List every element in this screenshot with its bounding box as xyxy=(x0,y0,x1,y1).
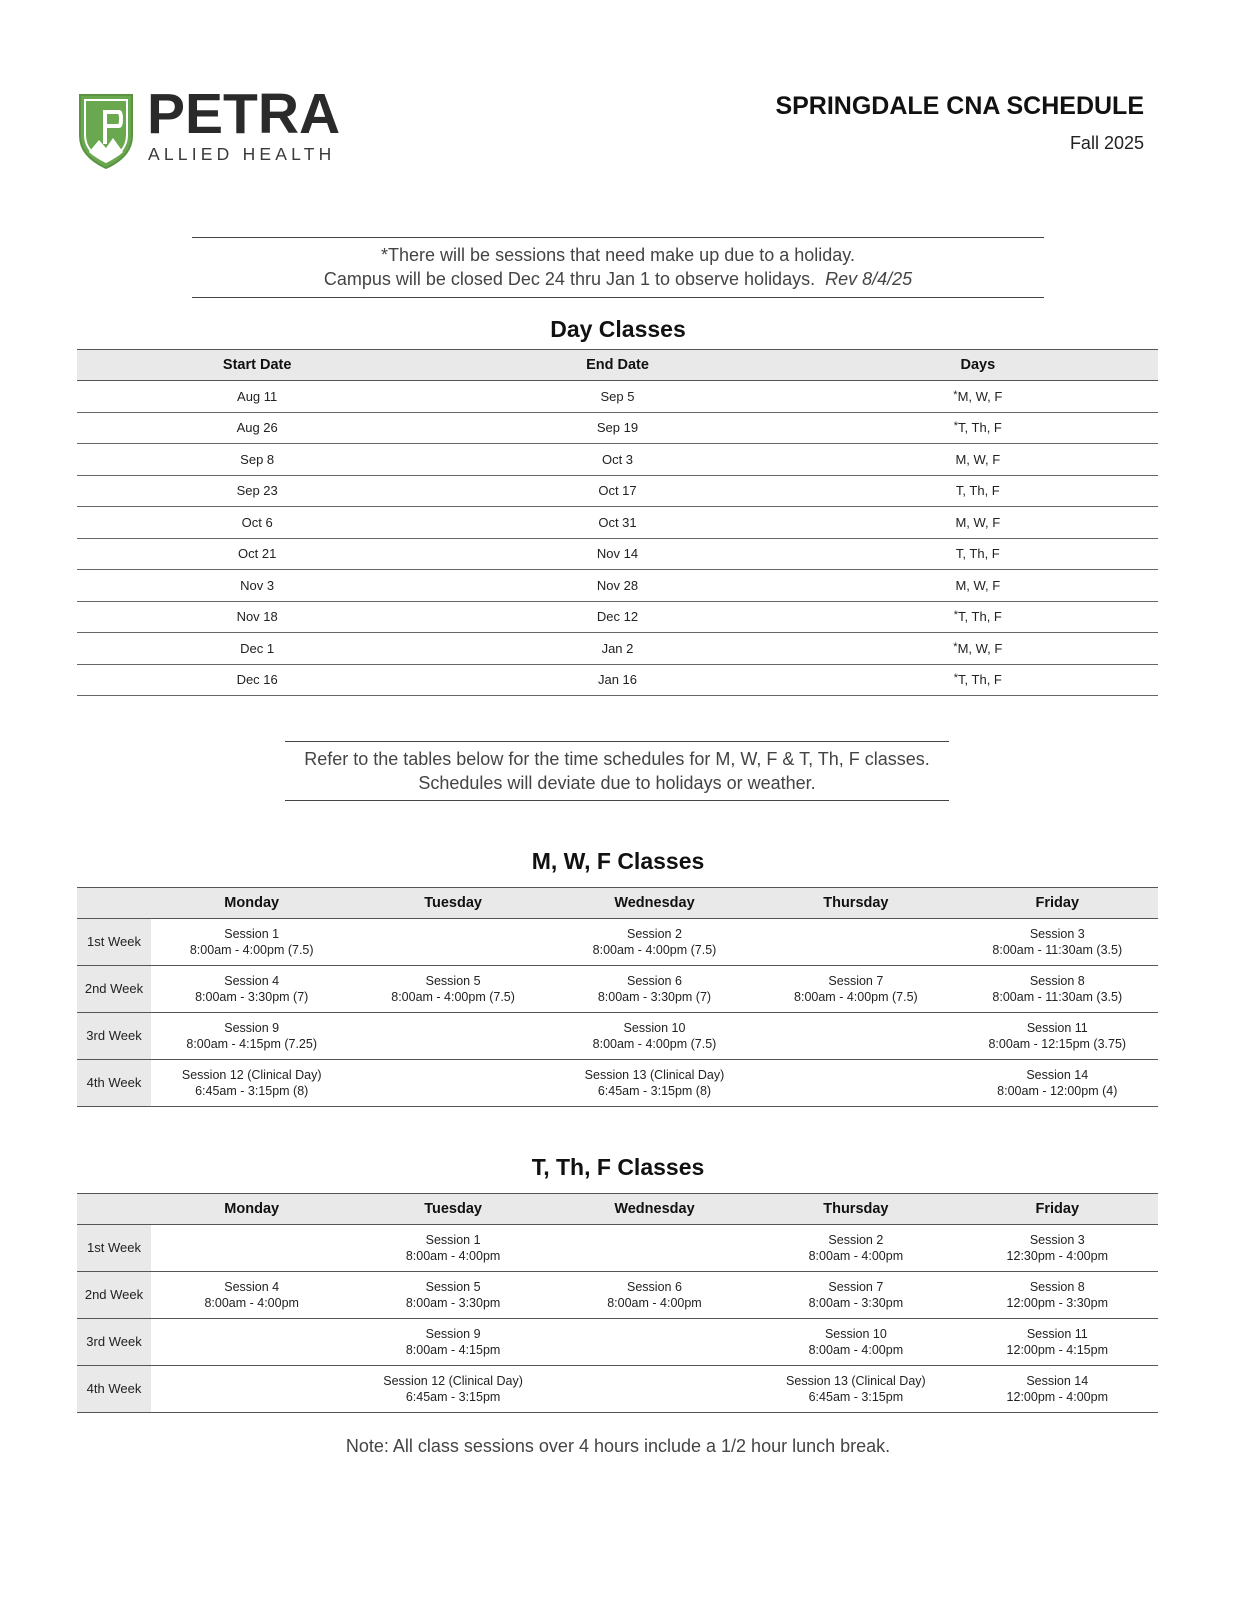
session-time: 12:30pm - 4:00pm xyxy=(1006,1249,1108,1263)
session-cell xyxy=(755,919,956,966)
session-cell xyxy=(151,966,352,1013)
session-time: 12:00pm - 4:15pm xyxy=(1006,1343,1108,1357)
session-name: Session 8 xyxy=(1029,974,1085,988)
session-cell xyxy=(554,919,755,966)
session-name: Session 4 xyxy=(224,1280,280,1294)
session-cell xyxy=(352,1366,553,1413)
holiday-notice xyxy=(192,237,1044,298)
day-column-header: Monday xyxy=(151,1194,352,1225)
session-time: 8:00am - 3:30pm xyxy=(405,1296,501,1310)
week-label: 1st Week xyxy=(77,1225,151,1272)
holiday-notice-line1: *There will be sessions that need make up due to a holiday. xyxy=(381,245,855,265)
page-title: SPRINGDALE CNA SCHEDULE xyxy=(775,92,1144,120)
session-cell xyxy=(352,1060,553,1107)
session-cell xyxy=(352,1272,553,1319)
day-column-header: Wednesday xyxy=(554,888,755,919)
session-cell xyxy=(352,1225,553,1272)
mwf-header-row xyxy=(77,888,1158,919)
table-row xyxy=(77,633,1158,665)
schedule-notice-line1: Refer to the tables below for the time schedules for M, W, F & T, Th, F classes. xyxy=(304,749,930,769)
session-cell xyxy=(957,1319,1158,1366)
end-date-cell: Dec 12 xyxy=(437,601,797,633)
schedule-notice-line2: Schedules will deviate due to holidays or weather. xyxy=(418,773,816,793)
tthf-classes-title: T, Th, F Classes xyxy=(531,1154,705,1180)
session-name: Session 5 xyxy=(425,974,481,988)
session-time: 8:00am - 3:30pm (7) xyxy=(597,990,712,1004)
week-row xyxy=(77,919,1158,966)
days-cell xyxy=(798,538,1158,570)
session-name: Session 6 xyxy=(627,974,682,988)
session-time: 8:00am - 4:00pm xyxy=(405,1249,501,1263)
start-date-cell: Aug 26 xyxy=(77,412,437,444)
session-cell xyxy=(957,919,1158,966)
session-time: 8:00am - 3:30pm xyxy=(808,1296,904,1310)
session-cell xyxy=(151,1013,352,1060)
session-name: Session 7 xyxy=(828,974,884,988)
days-value: T, Th, F xyxy=(958,609,1002,625)
days-value: M, W, F xyxy=(955,514,1001,530)
table-row xyxy=(77,538,1158,570)
start-date-cell: Oct 21 xyxy=(77,538,437,570)
days-cell xyxy=(798,601,1158,633)
session-name: Session 12 (Clinical Day) xyxy=(383,1374,523,1388)
holiday-notice-line2 xyxy=(192,267,1044,291)
session-name: Session 8 xyxy=(1029,1280,1085,1294)
week-label: 3rd Week xyxy=(77,1013,151,1060)
session-cell xyxy=(957,1272,1158,1319)
session-cell xyxy=(755,1060,956,1107)
week-label: 2nd Week xyxy=(77,966,151,1013)
session-name: Session 13 (Clinical Day) xyxy=(584,1068,725,1082)
week-row xyxy=(77,1272,1158,1319)
session-time: 8:00am - 4:00pm xyxy=(808,1249,904,1263)
end-date-cell: Oct 17 xyxy=(437,475,797,507)
week-row xyxy=(77,1366,1158,1413)
session-name: Session 11 xyxy=(1026,1021,1088,1035)
days-value: M, W, F xyxy=(955,577,1001,593)
days-cell xyxy=(798,444,1158,476)
session-cell xyxy=(554,1225,755,1272)
day-column-header: Tuesday xyxy=(352,1194,553,1225)
lunch-break-note: Note: All class sessions over 4 hours include a 1/2 hour lunch break. xyxy=(345,1436,891,1456)
table-row xyxy=(77,381,1158,413)
session-cell xyxy=(755,1319,956,1366)
tthf-classes-table xyxy=(77,1193,1158,1413)
week-label: 4th Week xyxy=(77,1060,151,1107)
day-column-header: Friday xyxy=(957,1194,1158,1225)
start-date-cell: Sep 23 xyxy=(77,475,437,507)
session-cell xyxy=(957,1366,1158,1413)
schedule-notice xyxy=(285,741,949,801)
session-cell xyxy=(957,1060,1158,1107)
session-name: Session 14 xyxy=(1026,1374,1089,1388)
days-cell xyxy=(798,664,1158,696)
session-cell xyxy=(352,1319,553,1366)
session-name: Session 13 (Clinical Day) xyxy=(786,1374,926,1388)
end-date-cell: Nov 14 xyxy=(437,538,797,570)
session-cell xyxy=(957,1225,1158,1272)
session-name: Session 1 xyxy=(224,927,280,941)
start-date-cell: Nov 3 xyxy=(77,570,437,602)
day-column-header: Monday xyxy=(151,888,352,919)
session-name: Session 5 xyxy=(425,1280,481,1294)
day-column-header: Tuesday xyxy=(352,888,553,919)
session-cell xyxy=(755,1272,956,1319)
session-time: 12:00pm - 4:00pm xyxy=(1006,1390,1108,1404)
session-cell xyxy=(554,966,755,1013)
week-column-header xyxy=(77,1194,151,1225)
term-label: Fall 2025 xyxy=(1069,133,1144,153)
session-name: Session 10 xyxy=(623,1021,686,1035)
days-cell xyxy=(798,412,1158,444)
session-time: 8:00am - 11:30am (3.5) xyxy=(992,990,1123,1004)
session-time: 8:00am - 4:00pm (7.5) xyxy=(391,990,515,1004)
session-name: Session 7 xyxy=(828,1280,884,1294)
session-time: 8:00am - 4:00pm xyxy=(808,1343,904,1357)
session-name: Session 3 xyxy=(1029,927,1085,941)
holiday-notice-line2-text: Campus will be closed Dec 24 thru Jan 1 to observe holidays. xyxy=(323,269,816,289)
session-name: Session 1 xyxy=(425,1233,481,1247)
session-name: Session 12 (Clinical Day) xyxy=(181,1068,322,1082)
week-label: 1st Week xyxy=(77,919,151,966)
start-date-cell: Dec 16 xyxy=(77,664,437,696)
session-name: Session 2 xyxy=(627,927,682,941)
session-time: 6:45am - 3:15pm xyxy=(405,1390,501,1404)
session-time: 8:00am - 12:15pm (3.75) xyxy=(988,1037,1127,1051)
session-cell xyxy=(151,1319,352,1366)
mwf-classes-title: M, W, F Classes xyxy=(531,848,705,874)
days-cell xyxy=(798,507,1158,539)
session-cell xyxy=(554,1366,755,1413)
makeup-asterisk: * xyxy=(953,420,959,433)
day-column-header: Friday xyxy=(957,888,1158,919)
days-value: M, W, F xyxy=(957,640,1003,656)
session-cell xyxy=(554,1013,755,1060)
week-label: 2nd Week xyxy=(77,1272,151,1319)
session-time: 8:00am - 4:00pm (7.5) xyxy=(592,1037,717,1051)
session-cell xyxy=(151,1272,352,1319)
end-date-cell: Jan 2 xyxy=(437,633,797,665)
week-row xyxy=(77,1319,1158,1366)
start-date-cell: Aug 11 xyxy=(77,381,437,413)
week-label: 3rd Week xyxy=(77,1319,151,1366)
mwf-classes-table xyxy=(77,887,1158,1107)
session-name: Session 2 xyxy=(828,1233,884,1247)
days-value: T, Th, F xyxy=(955,546,1000,562)
start-date-cell: Dec 1 xyxy=(77,633,437,665)
end-date-cell: Oct 31 xyxy=(437,507,797,539)
column-header: Start Date xyxy=(77,350,437,381)
end-date-cell: Nov 28 xyxy=(437,570,797,602)
table-row xyxy=(77,475,1158,507)
session-time: 6:45am - 3:15pm (8) xyxy=(195,1084,309,1098)
session-cell xyxy=(352,919,553,966)
session-cell xyxy=(554,1319,755,1366)
session-name: Session 6 xyxy=(627,1280,682,1294)
session-cell xyxy=(352,1013,553,1060)
session-time: 8:00am - 4:00pm (7.5) xyxy=(794,990,918,1004)
session-cell xyxy=(957,1013,1158,1060)
week-column-header xyxy=(77,888,151,919)
week-row xyxy=(77,966,1158,1013)
logo-wordmark: PETRA xyxy=(147,82,341,146)
session-cell xyxy=(151,1366,352,1413)
end-date-cell: Oct 3 xyxy=(437,444,797,476)
session-cell xyxy=(957,966,1158,1013)
makeup-asterisk: * xyxy=(953,640,958,653)
session-time: 8:00am - 11:30am (3.5) xyxy=(992,943,1123,957)
column-header: Days xyxy=(798,350,1158,381)
session-cell xyxy=(755,966,956,1013)
session-cell xyxy=(151,1225,352,1272)
makeup-asterisk: * xyxy=(953,388,958,401)
week-row xyxy=(77,1013,1158,1060)
session-name: Session 11 xyxy=(1026,1327,1088,1341)
days-value: T, Th, F xyxy=(958,672,1002,688)
start-date-cell: Nov 18 xyxy=(77,601,437,633)
session-time: 6:45am - 3:15pm (8) xyxy=(597,1084,712,1098)
session-time: 8:00am - 4:15pm xyxy=(405,1343,501,1357)
week-label: 4th Week xyxy=(77,1366,151,1413)
end-date-cell: Sep 5 xyxy=(437,381,797,413)
session-time: 8:00am - 3:30pm (7) xyxy=(195,990,309,1004)
session-cell xyxy=(151,919,352,966)
table-row xyxy=(77,664,1158,696)
day-classes-table xyxy=(77,349,1158,696)
session-cell xyxy=(352,966,553,1013)
shield-logo-icon xyxy=(77,92,135,170)
day-classes-header-row xyxy=(77,350,1158,381)
table-row xyxy=(77,507,1158,539)
table-row xyxy=(77,444,1158,476)
session-name: Session 14 xyxy=(1026,1068,1089,1082)
day-column-header: Thursday xyxy=(755,1194,956,1225)
session-name: Session 3 xyxy=(1029,1233,1085,1247)
days-cell xyxy=(798,381,1158,413)
days-cell xyxy=(798,633,1158,665)
days-cell xyxy=(798,475,1158,507)
table-row xyxy=(77,570,1158,602)
week-row xyxy=(77,1060,1158,1107)
start-date-cell: Oct 6 xyxy=(77,507,437,539)
session-cell xyxy=(755,1225,956,1272)
session-time: 6:45am - 3:15pm xyxy=(808,1390,904,1404)
makeup-asterisk: * xyxy=(953,672,959,685)
session-time: 8:00am - 4:00pm (7.5) xyxy=(189,943,314,957)
session-cell xyxy=(755,1366,956,1413)
days-value: M, W, F xyxy=(955,451,1001,467)
table-row xyxy=(77,601,1158,633)
week-row xyxy=(77,1225,1158,1272)
session-time: 8:00am - 4:00pm xyxy=(204,1296,299,1310)
end-date-cell: Jan 16 xyxy=(437,664,797,696)
table-row xyxy=(77,412,1158,444)
session-name: Session 9 xyxy=(425,1327,481,1341)
end-date-cell: Sep 19 xyxy=(437,412,797,444)
session-name: Session 10 xyxy=(824,1327,887,1341)
tthf-header-row xyxy=(77,1194,1158,1225)
days-value: T, Th, F xyxy=(958,420,1002,436)
petra-logo xyxy=(77,82,357,172)
makeup-asterisk: * xyxy=(953,609,959,622)
days-value: T, Th, F xyxy=(955,483,1000,499)
session-cell xyxy=(755,1013,956,1060)
session-name: Session 4 xyxy=(224,974,280,988)
start-date-cell: Sep 8 xyxy=(77,444,437,476)
session-time: 8:00am - 4:00pm xyxy=(607,1296,702,1310)
logo-subtitle: ALLIED HEALTH xyxy=(148,144,336,164)
day-column-header: Wednesday xyxy=(554,1194,755,1225)
session-time: 12:00pm - 3:30pm xyxy=(1006,1296,1108,1310)
session-cell xyxy=(151,1060,352,1107)
session-time: 8:00am - 4:15pm (7.25) xyxy=(186,1037,317,1051)
day-classes-title: Day Classes xyxy=(550,316,686,342)
session-cell xyxy=(554,1272,755,1319)
days-value: M, W, F xyxy=(957,388,1003,404)
session-time: 8:00am - 4:00pm (7.5) xyxy=(592,943,717,957)
session-cell xyxy=(554,1060,755,1107)
column-header: End Date xyxy=(437,350,797,381)
session-name: Session 9 xyxy=(224,1021,280,1035)
day-column-header: Thursday xyxy=(755,888,956,919)
session-time: 8:00am - 12:00pm (4) xyxy=(997,1084,1118,1098)
days-cell xyxy=(798,570,1158,602)
revision-date: Rev 8/4/25 xyxy=(825,269,913,289)
